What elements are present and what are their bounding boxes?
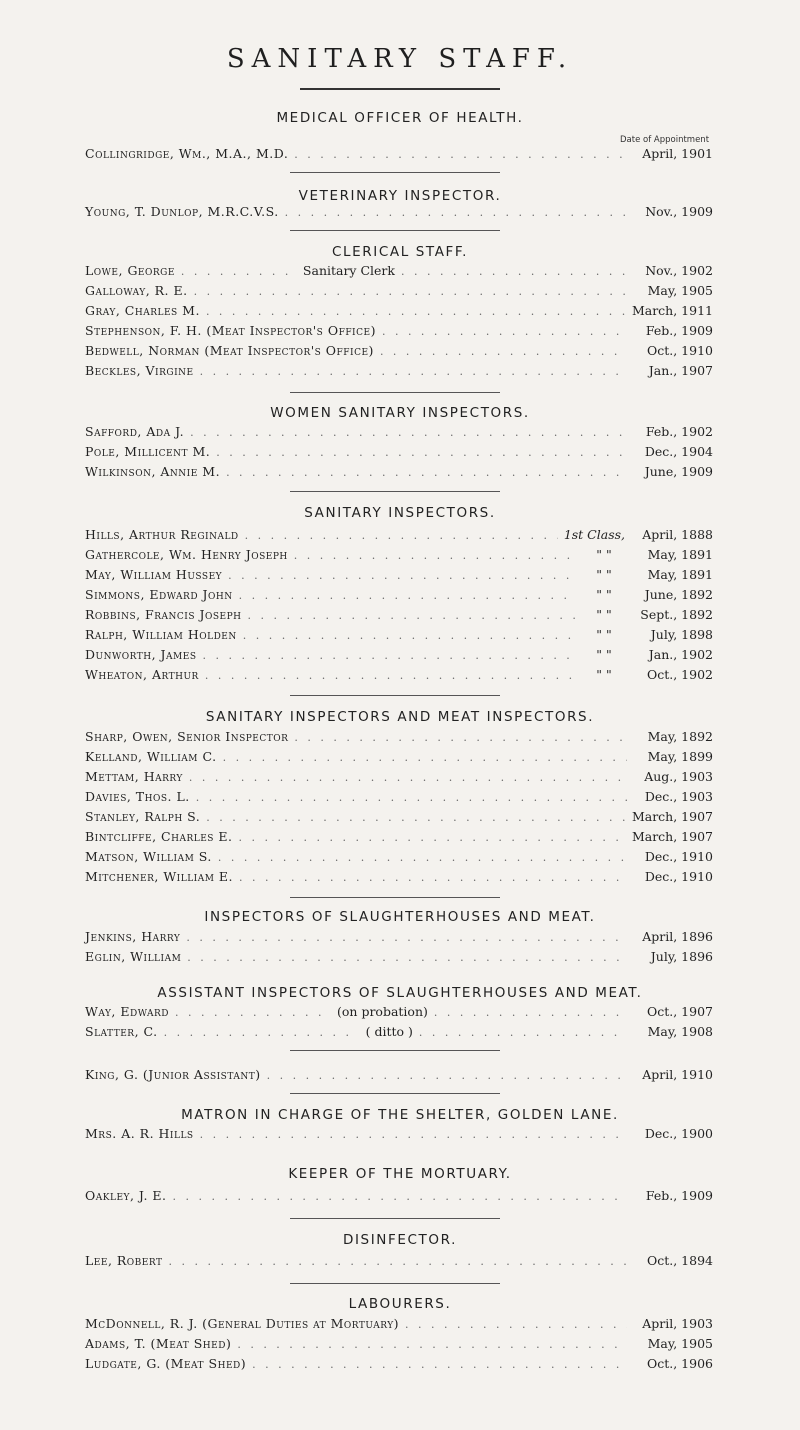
leader-dots — [186, 931, 627, 944]
staff-name: King, G. (Junior Assistant) — [85, 1067, 261, 1082]
appointment-date: June, 1892 — [644, 587, 713, 602]
staff-name: Mrs. A. R. Hills — [85, 1126, 194, 1141]
staff-class: 1st Class, — [563, 527, 625, 542]
ditto-mark: " " — [596, 547, 612, 562]
staff-name: Gathercole, Wm. Henry Joseph — [85, 547, 288, 562]
staff-name: Jenkins, Harry — [85, 929, 181, 944]
leader-dots — [405, 1318, 627, 1331]
staff-name: Robbins, Francis Joseph — [85, 607, 242, 622]
appointment-date: May, 1908 — [647, 1024, 713, 1039]
appointment-date: May, 1905 — [647, 283, 713, 298]
leader-dots — [239, 589, 577, 602]
staff-row — [85, 547, 713, 567]
staff-name: Stephenson, F. H. (Meat Inspector's Office) — [85, 323, 376, 338]
section-heading-mortuary: KEEPER OF THE MORTUARY. — [288, 1166, 512, 1182]
appointment-date: April, 1901 — [642, 146, 713, 161]
staff-row — [85, 829, 713, 849]
appointment-date: May, 1905 — [647, 1336, 713, 1351]
leader-dots — [382, 325, 627, 338]
leader-dots — [218, 851, 627, 864]
page-title: SANITARY STAFF. — [226, 44, 574, 74]
staff-name: Bedwell, Norman (Meat Inspector's Office) — [85, 343, 374, 358]
appointment-date: Nov., 1909 — [645, 204, 713, 219]
leader-dots — [173, 1190, 628, 1203]
staff-name: Dunworth, James — [85, 647, 197, 662]
leader-dots — [401, 265, 627, 278]
staff-name: Simmons, Edward John — [85, 587, 233, 602]
section-heading-medical: MEDICAL OFFICER OF HEALTH. — [276, 110, 524, 126]
appointment-date: Feb., 1902 — [645, 424, 713, 439]
staff-row — [85, 204, 713, 224]
leader-dots — [294, 148, 627, 161]
appointment-date: Oct., 1902 — [646, 667, 713, 682]
leader-dots — [216, 446, 627, 459]
leader-dots — [194, 285, 627, 298]
leader-dots — [187, 951, 627, 964]
staff-row — [85, 303, 713, 323]
appointment-date: March, 1907 — [631, 829, 713, 844]
appointment-date: May, 1892 — [647, 729, 713, 744]
leader-dots — [380, 345, 627, 358]
staff-name: Mitchener, William E. — [85, 869, 234, 884]
appointment-date: Oct., 1894 — [646, 1253, 713, 1268]
staff-name: Eglin, William — [85, 949, 182, 964]
appointment-date: Dec., 1903 — [644, 789, 713, 804]
appointment-date: Dec., 1910 — [644, 849, 713, 864]
section-divider — [290, 897, 500, 898]
appointment-date: April, 1903 — [642, 1316, 713, 1331]
leader-dots — [434, 1006, 627, 1019]
staff-row — [85, 667, 713, 687]
staff-status: (on probation) — [337, 1004, 428, 1019]
staff-row — [85, 647, 713, 667]
staff-name: Young, T. Dunlop, M.R.C.V.S. — [85, 204, 279, 219]
staff-row — [85, 949, 713, 969]
section-divider — [290, 1093, 500, 1094]
appointment-date: Oct., 1907 — [646, 1004, 713, 1019]
staff-name: Gray, Charles M. — [85, 303, 200, 318]
staff-row — [85, 809, 713, 829]
staff-name: Safford, Ada J. — [85, 424, 185, 439]
staff-row — [85, 1126, 713, 1146]
leader-dots — [175, 1006, 325, 1019]
staff-row — [85, 1316, 713, 1336]
appointment-date: June, 1909 — [644, 464, 713, 479]
staff-name: Matson, William S. — [85, 849, 212, 864]
staff-name: Slatter, C. — [85, 1024, 158, 1039]
section-divider — [290, 230, 500, 231]
section-divider — [290, 1283, 500, 1284]
staff-name: Hills, Arthur Reginald — [85, 527, 239, 542]
date-column-header: Date of Appointment — [620, 135, 710, 145]
appointment-date: Feb., 1909 — [645, 1188, 713, 1203]
staff-row — [85, 1336, 713, 1356]
staff-row — [85, 749, 713, 769]
staff-row — [85, 769, 713, 789]
appointment-date: April, 1888 — [642, 527, 713, 542]
staff-row — [85, 343, 713, 363]
staff-row — [85, 146, 713, 166]
appointment-date: April, 1896 — [642, 929, 713, 944]
leader-dots — [239, 831, 626, 844]
section-heading-assistant: ASSISTANT INSPECTORS OF SLAUGHTERHOUSES AND MEAT. — [157, 985, 643, 1001]
appointment-date: July, 1896 — [650, 949, 713, 964]
appointment-date: Dec., 1900 — [644, 1126, 713, 1141]
leader-dots — [285, 206, 627, 219]
appointment-date: Dec., 1910 — [644, 869, 713, 884]
staff-name: Mettam, Harry — [85, 769, 183, 784]
staff-row — [85, 729, 713, 749]
leader-dots — [243, 629, 577, 642]
staff-row — [85, 263, 713, 283]
leader-dots — [223, 751, 627, 764]
staff-row — [85, 527, 713, 547]
staff-row — [85, 849, 713, 869]
staff-name: Oakley, J. E. — [85, 1188, 167, 1203]
staff-name: Lee, Robert — [85, 1253, 163, 1268]
staff-name: Bintcliffe, Charles E. — [85, 829, 233, 844]
staff-row — [85, 607, 713, 627]
leader-dots — [252, 1358, 627, 1371]
leader-dots — [205, 669, 577, 682]
staff-name: Lowe, George — [85, 263, 175, 278]
section-heading-veterinary: VETERINARY INSPECTOR. — [298, 188, 502, 204]
appointment-date: May, 1899 — [647, 749, 713, 764]
ditto-mark: " " — [596, 607, 612, 622]
ditto-mark: " " — [596, 647, 612, 662]
leader-dots — [419, 1026, 627, 1039]
appointment-date: Jan., 1902 — [648, 647, 713, 662]
section-heading-disinfector: DISINFECTOR. — [342, 1232, 457, 1248]
section-divider — [290, 1050, 500, 1051]
section-heading-matron: MATRON IN CHARGE OF THE SHELTER, GOLDEN LANE. — [181, 1107, 619, 1123]
staff-row — [85, 789, 713, 809]
leader-dots — [206, 811, 626, 824]
leader-dots — [267, 1069, 627, 1082]
staff-row — [85, 1356, 713, 1376]
staff-name: Way, Edward — [85, 1004, 170, 1019]
staff-row — [85, 363, 713, 383]
section-heading-meat: SANITARY INSPECTORS AND MEAT INSPECTORS. — [205, 709, 595, 725]
appointment-date: Sept., 1892 — [640, 607, 713, 622]
staff-name: Beckles, Virgine — [85, 363, 194, 378]
leader-dots — [206, 305, 626, 318]
leader-dots — [164, 1026, 354, 1039]
staff-row — [85, 567, 713, 587]
section-heading-sanitary: SANITARY INSPECTORS. — [304, 505, 496, 521]
appointment-date: March, 1911 — [631, 303, 713, 318]
section-heading-labourers: LABOURERS. — [348, 1296, 452, 1312]
staff-row — [85, 627, 713, 647]
staff-name: Collingridge, Wm., M.A., M.D. — [85, 146, 289, 161]
appointment-date: Jan., 1907 — [648, 363, 713, 378]
leader-dots — [203, 649, 578, 662]
section-divider — [290, 392, 500, 393]
section-divider — [290, 172, 500, 173]
staff-name: Ludgate, G. (Meat Shed) — [85, 1356, 247, 1371]
section-heading-women: WOMEN SANITARY INSPECTORS. — [270, 405, 530, 421]
section-divider — [290, 695, 500, 696]
section-heading-slaughter: INSPECTORS OF SLAUGHTERHOUSES AND MEAT. — [204, 909, 596, 925]
staff-name: Wheaton, Arthur — [85, 667, 199, 682]
staff-row — [85, 1188, 713, 1208]
staff-row — [85, 323, 713, 343]
leader-dots — [190, 426, 627, 439]
staff-name: Sharp, Owen, Senior Inspector — [85, 729, 289, 744]
staff-row — [85, 1067, 713, 1087]
staff-name: Wilkinson, Annie M. — [85, 464, 221, 479]
leader-dots — [200, 365, 627, 378]
staff-row — [85, 929, 713, 949]
staff-name: Pole, Millicent M. — [85, 444, 211, 459]
leader-dots — [245, 529, 558, 542]
leader-dots — [200, 1128, 627, 1141]
staff-row — [85, 424, 713, 444]
staff-name: Adams, T. (Meat Shed) — [85, 1336, 232, 1351]
staff-row — [85, 1004, 713, 1024]
staff-role: Sanitary Clerk — [302, 263, 395, 278]
staff-row — [85, 587, 713, 607]
leader-dots — [181, 265, 291, 278]
section-divider — [290, 1218, 500, 1219]
leader-dots — [168, 1255, 627, 1268]
staff-status: ( ditto ) — [365, 1024, 413, 1039]
leader-dots — [294, 731, 627, 744]
staff-row — [85, 1024, 713, 1044]
ditto-mark: " " — [596, 667, 612, 682]
title-rule — [300, 88, 500, 90]
staff-name: May, William Hussey — [85, 567, 223, 582]
leader-dots — [189, 771, 627, 784]
ditto-mark: " " — [596, 567, 612, 582]
staff-row — [85, 283, 713, 303]
staff-row — [85, 869, 713, 889]
leader-dots — [294, 549, 577, 562]
staff-name: Davies, Thos. L. — [85, 789, 190, 804]
staff-row — [85, 1253, 713, 1273]
appointment-date: Nov., 1902 — [645, 263, 713, 278]
appointment-date: Oct., 1910 — [646, 343, 713, 358]
staff-row — [85, 464, 713, 484]
staff-name: Kelland, William C. — [85, 749, 217, 764]
leader-dots — [226, 466, 627, 479]
section-heading-clerical: CLERICAL STAFF. — [332, 244, 468, 260]
leader-dots — [239, 871, 627, 884]
staff-row — [85, 444, 713, 464]
staff-name: McDonnell, R. J. (General Duties at Mortuary) — [85, 1316, 400, 1331]
appointment-date: Feb., 1909 — [645, 323, 713, 338]
appointment-date: Oct., 1906 — [646, 1356, 713, 1371]
staff-name: Stanley, Ralph S. — [85, 809, 201, 824]
appointment-date: Aug., 1903 — [644, 769, 713, 784]
leader-dots — [196, 791, 627, 804]
appointment-date: April, 1910 — [642, 1067, 713, 1082]
appointment-date: March, 1907 — [631, 809, 713, 824]
leader-dots — [228, 569, 577, 582]
appointment-date: May, 1891 — [647, 547, 713, 562]
ditto-mark: " " — [596, 587, 612, 602]
leader-dots — [237, 1338, 627, 1351]
section-divider — [290, 491, 500, 492]
appointment-date: May, 1891 — [647, 567, 713, 582]
appointment-date: July, 1898 — [650, 627, 713, 642]
appointment-date: Dec., 1904 — [644, 444, 713, 459]
ditto-mark: " " — [596, 627, 612, 642]
staff-name: Ralph, William Holden — [85, 627, 237, 642]
staff-name: Galloway, R. E. — [85, 283, 188, 298]
leader-dots — [248, 609, 578, 622]
